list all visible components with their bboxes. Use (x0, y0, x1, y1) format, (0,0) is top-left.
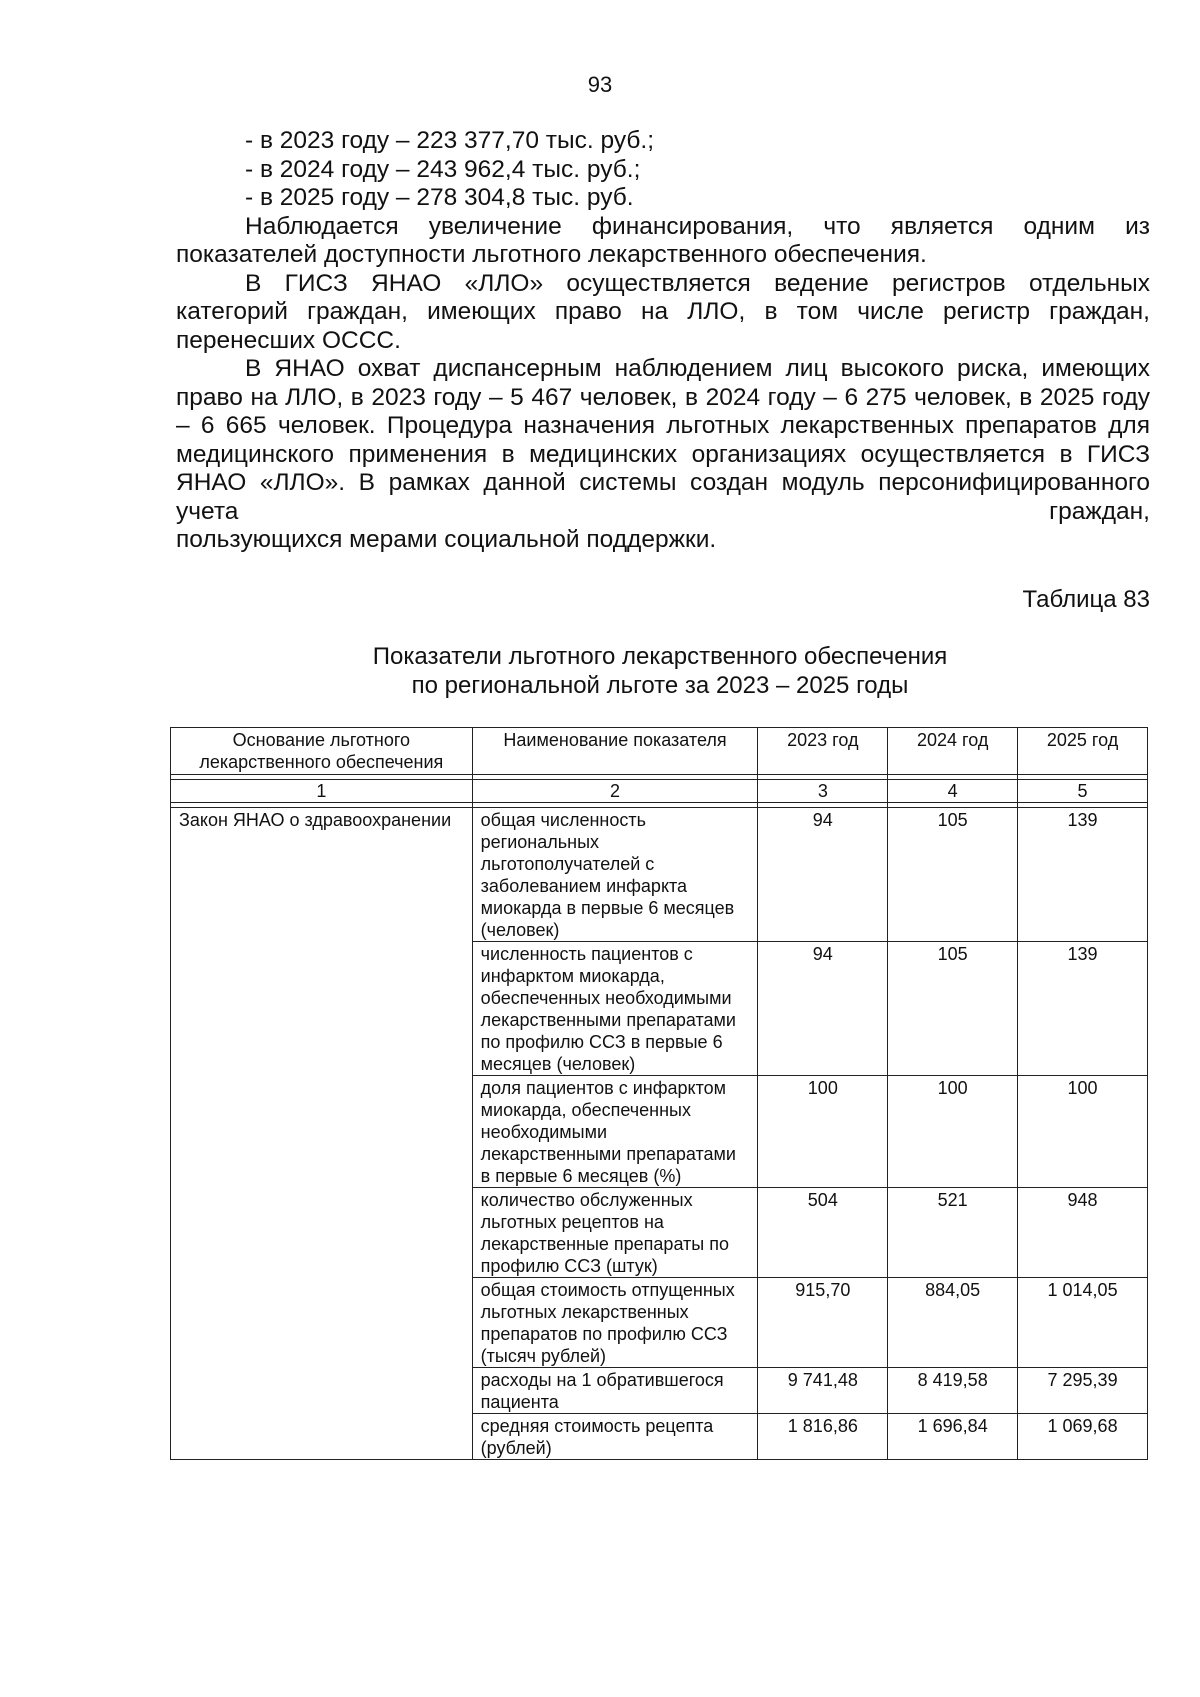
value-2023: 1 816,86 (758, 1414, 888, 1460)
value-2024: 1 696,84 (888, 1414, 1018, 1460)
header-indicator-name: Наименование показателя (472, 728, 758, 775)
column-number: 2 (472, 780, 758, 803)
value-2025: 1 014,05 (1018, 1278, 1148, 1368)
value-2023: 94 (758, 942, 888, 1076)
funding-2025-line: - в 2025 году – 278 304,8 тыс. руб. (245, 184, 634, 211)
header-2024: 2024 год (888, 728, 1018, 775)
value-2023: 9 741,48 (758, 1368, 888, 1414)
table-row (171, 808, 1148, 942)
header-basis: Основание льготного лекарственного обеспечения (171, 728, 473, 775)
value-2025: 139 (1018, 808, 1148, 942)
value-2025: 139 (1018, 942, 1148, 1076)
indicator-name: средняя стоимость рецепта (рублей) (472, 1414, 758, 1460)
indicator-name: доля пациентов с инфарктом миокарда, обеспеченных необходимыми лекарственными препаратами в первые 6 месяцев (%) (472, 1076, 758, 1188)
value-2025: 1 069,68 (1018, 1414, 1148, 1460)
paragraph-dispensary-coverage-end: пользующихся мерами социальной поддержки. (176, 526, 717, 553)
paragraph-registers: В ГИСЗ ЯНАО «ЛЛО» осуществляется ведение регистров отдельных категорий граждан, имеющих право на ЛЛО, в том числе регистр граждан, перенесших ОССС. (176, 269, 1150, 354)
header-2025: 2025 год (1018, 728, 1148, 775)
indicators-table (170, 727, 1148, 1460)
column-number: 5 (1018, 780, 1148, 803)
paragraph-funding-growth: Наблюдается увеличение финансирования, что является одним из показателей доступности льготного лекарственного обеспечения. (176, 212, 1150, 268)
page-number: 93 (587, 72, 613, 97)
column-number: 4 (888, 780, 1018, 803)
table-title-line-2: по региональной льготе за 2023 – 2025 годы (411, 672, 909, 699)
value-2025: 948 (1018, 1188, 1148, 1278)
indicator-name: общая численность региональных льготополучателей с заболеванием инфаркта миокарда в первые 6 месяцев (человек) (472, 808, 758, 942)
value-2023: 504 (758, 1188, 888, 1278)
column-number: 1 (171, 780, 473, 803)
value-2023: 94 (758, 808, 888, 942)
column-number: 3 (758, 780, 888, 803)
paragraph-dispensary-coverage: В ЯНАО охват диспансерным наблюдением лиц высокого риска, имеющих право на ЛЛО, в 2023 году – 5 467 человек, в 2024 году – 6 275 человек, в 2025 году – 6 665 человек. Процедура назначения льготных лекарственных препаратов для медицинского применения в медицинских организациях осуществляется в ГИСЗ ЯНАО «ЛЛО». В рамках данной системы создан модуль персонифицированного учета граждан, (176, 355, 1150, 525)
funding-2023-line: - в 2023 году – 223 377,70 тыс. руб.; (245, 127, 655, 154)
basis-cell: Закон ЯНАО о здравоохранении (171, 808, 473, 1460)
value-2024: 8 419,58 (888, 1368, 1018, 1414)
value-2025: 7 295,39 (1018, 1368, 1148, 1414)
table-caption: Таблица 83 (1022, 586, 1150, 613)
value-2024: 105 (888, 808, 1018, 942)
value-2025: 100 (1018, 1076, 1148, 1188)
value-2023: 915,70 (758, 1278, 888, 1368)
table-title (0, 642, 1200, 700)
table-header-row (171, 728, 1148, 775)
value-2024: 105 (888, 942, 1018, 1076)
table-title-line-1: Показатели льготного лекарственного обеспечения (372, 643, 948, 670)
header-2023: 2023 год (758, 728, 888, 775)
funding-2024-line: - в 2024 году – 243 962,4 тыс. руб.; (245, 155, 641, 183)
column-numbers-row (171, 780, 1148, 803)
value-2024: 884,05 (888, 1278, 1018, 1368)
value-2024: 521 (888, 1188, 1018, 1278)
value-2023: 100 (758, 1076, 888, 1188)
indicator-name: общая стоимость отпущенных льготных лекарственных препаратов по профилю ССЗ (тысяч рублей) (472, 1278, 758, 1368)
indicator-name: численность пациентов с инфарктом миокарда, обеспеченных необходимыми лекарственными препаратами по профилю ССЗ в первые 6 месяцев (человек) (472, 942, 758, 1076)
indicator-name: количество обслуженных льготных рецептов на лекарственные препараты по профилю ССЗ (штук) (472, 1188, 758, 1278)
value-2024: 100 (888, 1076, 1018, 1188)
body-text (176, 127, 1150, 555)
indicator-name: расходы на 1 обратившегося пациента (472, 1368, 758, 1414)
